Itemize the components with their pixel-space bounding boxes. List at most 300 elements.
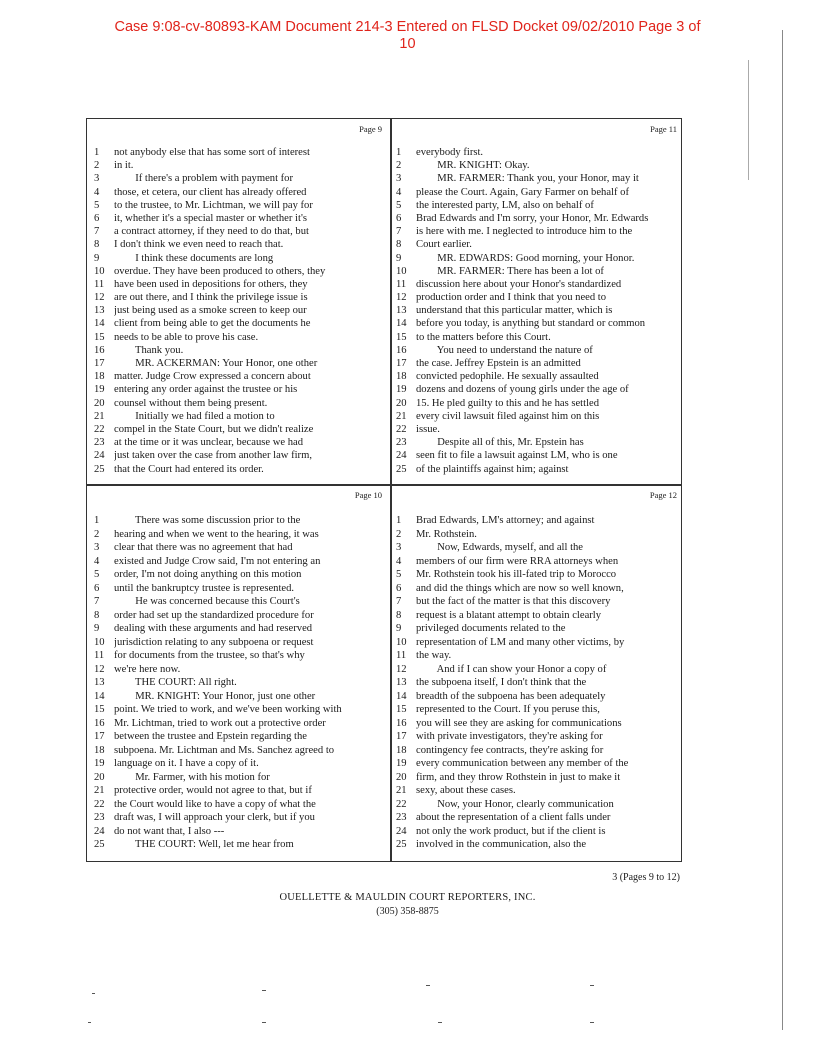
- transcript-line: [394, 784, 679, 798]
- line-text: existed and Judge Crow said, I'm not entering an: [114, 555, 321, 567]
- transcript-line: [394, 595, 679, 609]
- transcript-line: [394, 622, 679, 636]
- line-number: 24: [94, 450, 105, 462]
- transcript-line: [92, 436, 384, 449]
- transcript-line: [92, 172, 384, 185]
- transcript-line: [92, 397, 384, 410]
- line-number: 14: [396, 318, 407, 330]
- line-number: 4: [94, 555, 100, 567]
- line-number: 18: [396, 371, 407, 383]
- line-number: 9: [396, 623, 402, 634]
- line-number: 6: [94, 582, 100, 594]
- transcript-line: [394, 811, 679, 825]
- line-number: 3: [94, 173, 100, 185]
- line-number: 18: [396, 744, 407, 756]
- line-text: do not want that, I also ---: [114, 825, 225, 837]
- line-text: are out there, and I think the privilege issue is: [114, 292, 308, 304]
- transcript-line: [394, 825, 679, 839]
- line-text: dozens and dozens of young girls under the age of: [416, 384, 629, 396]
- transcript-line: [394, 265, 679, 278]
- transcript-line: [92, 528, 384, 542]
- line-text: language on it. I have a copy of it.: [114, 758, 259, 769]
- line-text: contingency fee contracts, they're asking for: [416, 744, 604, 756]
- line-number: 11: [94, 650, 105, 661]
- line-number: 22: [396, 423, 407, 435]
- transcript-line: [92, 238, 384, 251]
- line-number: 7: [396, 596, 402, 607]
- line-text: not anybody else that has some sort of interest: [114, 147, 310, 158]
- line-text: MR. ACKERMAN: Your Honor, one other: [114, 358, 318, 369]
- line-text: it, whether it's a special master or whether it's: [114, 212, 307, 224]
- transcript-line: [92, 825, 384, 839]
- transcript-line: [394, 463, 679, 476]
- line-text: overdue. They have been produced to others, they: [114, 265, 326, 277]
- line-number: 19: [94, 384, 105, 396]
- line-number: 8: [396, 609, 402, 621]
- scan-edge-line: [748, 60, 749, 180]
- transcript-line: [394, 717, 679, 731]
- transcript-line: [394, 252, 679, 265]
- transcript-line: [394, 146, 679, 159]
- line-text: those, et cetera, our client has already offered: [114, 186, 307, 198]
- line-text: every communication between any member of the: [416, 758, 629, 769]
- line-number: 14: [396, 690, 407, 702]
- line-text: compel in the State Court, but we didn't realize: [114, 423, 314, 435]
- line-text: just being used as a smoke screen to keep our: [114, 305, 307, 317]
- line-text: order, I'm not doing anything on this motion: [114, 569, 302, 580]
- transcript-line: [394, 357, 679, 370]
- line-number: 10: [396, 265, 407, 277]
- transcript-page-9: [92, 124, 384, 480]
- line-number: 24: [396, 825, 407, 837]
- line-number: 23: [396, 437, 407, 449]
- line-number: 20: [94, 771, 105, 783]
- transcript-line: [394, 278, 679, 291]
- transcript-line: [92, 555, 384, 569]
- line-number: 15: [94, 704, 105, 715]
- line-number: 23: [94, 812, 105, 823]
- transcript-line: [394, 410, 679, 423]
- line-number: 9: [396, 252, 402, 264]
- line-text: discussion here about your Honor's standardized: [416, 278, 622, 290]
- transcript-line: [394, 449, 679, 462]
- line-text: not only the work product, but if the client is: [416, 825, 606, 837]
- row-divider: [86, 484, 682, 486]
- transcript-line: [92, 252, 384, 265]
- line-text: entering any order against the trustee or his: [114, 384, 298, 396]
- line-number: 25: [94, 839, 105, 850]
- line-number: 6: [94, 212, 100, 224]
- line-text: MR. KNIGHT: Okay.: [416, 160, 530, 172]
- transcript-line: [92, 212, 384, 225]
- line-number: 9: [94, 623, 100, 634]
- transcript-line: [92, 199, 384, 212]
- transcript-line: [394, 238, 679, 251]
- line-number: 1: [396, 147, 402, 158]
- transcript-line: [92, 703, 384, 717]
- line-number: 5: [396, 199, 402, 211]
- line-text: understand that this particular matter, which is: [416, 305, 613, 317]
- line-number: 2: [94, 528, 100, 540]
- line-number: 7: [94, 226, 100, 238]
- transcript-line: [92, 317, 384, 330]
- line-number: 14: [94, 318, 105, 330]
- line-text: issue.: [416, 423, 440, 435]
- transcript-line: [394, 609, 679, 623]
- line-number: 10: [396, 636, 407, 648]
- transcript-line: [92, 757, 384, 771]
- line-number: 4: [396, 186, 402, 198]
- line-text: between the trustee and Epstein regarding the: [114, 731, 307, 742]
- column-divider: [390, 118, 392, 862]
- line-number: 17: [396, 358, 407, 369]
- line-number: 12: [94, 663, 105, 675]
- transcript-line: [394, 225, 679, 238]
- transcript-line: [92, 838, 384, 852]
- line-number: 19: [396, 758, 407, 769]
- line-text: MR. FARMER: There has been a lot of: [416, 265, 604, 277]
- line-number: 21: [396, 785, 407, 796]
- line-number: 1: [94, 515, 100, 526]
- line-text: jurisdiction relating to any subpoena or request: [114, 636, 314, 648]
- transcript-line: [92, 186, 384, 199]
- line-text: Mr. Rothstein.: [416, 528, 477, 540]
- line-number: 17: [94, 358, 105, 369]
- line-text: every civil lawsuit filed against him on this: [416, 410, 600, 422]
- line-text: just taken over the case from another law firm,: [114, 450, 312, 462]
- line-text: that the Court had entered its order.: [114, 463, 264, 475]
- line-number: 11: [94, 278, 105, 290]
- page-number-label: Page 10: [354, 490, 382, 500]
- line-number: 25: [396, 839, 407, 850]
- line-text: needs to be able to prove his case.: [114, 331, 259, 343]
- line-text: represented to the Court. If you peruse this,: [416, 704, 600, 715]
- line-number: 16: [396, 344, 407, 356]
- transcript-line: [92, 649, 384, 663]
- transcript-line: [394, 568, 679, 582]
- line-number: 15: [94, 331, 105, 343]
- line-text: There was some discussion prior to the: [114, 515, 301, 526]
- transcript-lines: [92, 514, 384, 852]
- line-number: 19: [396, 384, 407, 396]
- transcript-line: [394, 798, 679, 812]
- transcript-line: [394, 304, 679, 317]
- transcript-line: [92, 582, 384, 596]
- transcript-line: [92, 291, 384, 304]
- transcript-line: [394, 291, 679, 304]
- transcript-line: [92, 811, 384, 825]
- transcript-line: [92, 730, 384, 744]
- docket-header-line1: Case 9:08-cv-80893-KAM Document 214-3 Entered on FLSD Docket 09/02/2010 Page 3 of: [114, 19, 701, 35]
- line-number: 13: [396, 677, 407, 688]
- court-reporter-phone: (305) 358-8875: [376, 906, 439, 917]
- transcript-line: [92, 357, 384, 370]
- line-number: 24: [94, 825, 105, 837]
- transcript-line: [394, 663, 679, 677]
- transcript-line: [394, 771, 679, 785]
- line-text: at the time or it was unclear, because we had: [114, 437, 304, 449]
- line-text: before you today, is anything but standard or common: [416, 318, 646, 330]
- line-text: counsel without them being present.: [114, 397, 268, 409]
- scan-edge-line: [782, 30, 783, 1030]
- line-number: 7: [94, 596, 100, 607]
- transcript-line: [394, 331, 679, 344]
- line-number: 15: [396, 331, 407, 343]
- line-text: the Court would like to have a copy of what the: [114, 798, 316, 810]
- line-number: 25: [396, 463, 407, 475]
- transcript-line: [394, 676, 679, 690]
- line-number: 12: [396, 663, 407, 675]
- page-number-label: Page 9: [359, 124, 382, 134]
- line-text: everybody first.: [416, 147, 484, 158]
- line-number: 22: [94, 798, 105, 810]
- line-number: 3: [396, 173, 402, 185]
- transcript-line: [394, 838, 679, 852]
- transcript-line: [394, 383, 679, 396]
- line-number: 20: [396, 397, 407, 409]
- line-text: MR. KNIGHT: Your Honor, just one other: [114, 690, 316, 702]
- line-number: 10: [94, 265, 105, 277]
- line-text: we're here now.: [114, 663, 181, 675]
- transcript-line: [92, 383, 384, 396]
- transcript-line: [92, 410, 384, 423]
- transcript-line: [394, 636, 679, 650]
- line-text: MR. FARMER: Thank you, your Honor, may it: [416, 173, 639, 185]
- line-number: 14: [94, 690, 105, 702]
- line-number: 2: [396, 528, 402, 540]
- transcript-line: [92, 636, 384, 650]
- line-number: 11: [396, 650, 407, 661]
- line-number: 16: [94, 717, 105, 729]
- transcript-line: [92, 514, 384, 528]
- line-number: 21: [94, 785, 105, 796]
- transcript-line: [92, 798, 384, 812]
- line-text: You need to understand the nature of: [416, 344, 593, 356]
- line-text: the subpoena itself, I don't think that the: [416, 677, 587, 688]
- line-text: point. We tried to work, and we've been working with: [114, 704, 342, 715]
- line-number: 3: [94, 542, 100, 553]
- line-number: 21: [94, 410, 105, 422]
- line-text: a contract attorney, if they need to do that, but: [114, 226, 309, 238]
- transcript-page-11: [394, 124, 679, 480]
- transcript-line: [92, 278, 384, 291]
- transcript-line: [394, 172, 679, 185]
- line-text: convicted pedophile. He sexually assaulted: [416, 371, 599, 383]
- line-text: in it.: [114, 160, 134, 172]
- line-number: 4: [94, 186, 100, 198]
- transcript-page-12: [394, 490, 679, 858]
- line-number: 22: [94, 423, 105, 435]
- line-number: 22: [396, 798, 407, 810]
- line-number: 8: [94, 609, 100, 621]
- line-text: about the representation of a client falls under: [416, 812, 611, 823]
- line-text: Despite all of this, Mr. Epstein has: [416, 437, 584, 449]
- transcript-line: [92, 449, 384, 462]
- line-text: to the matters before this Court.: [416, 331, 551, 343]
- line-number: 20: [396, 771, 407, 783]
- transcript-line: [92, 146, 384, 159]
- line-number: 18: [94, 744, 105, 756]
- line-text: the interested party, LM, also on behalf of: [416, 199, 594, 211]
- transcript-line: [394, 344, 679, 357]
- line-number: 11: [396, 278, 407, 290]
- line-number: 17: [94, 731, 105, 742]
- line-number: 12: [396, 292, 407, 304]
- line-number: 23: [396, 812, 407, 823]
- line-text: Initially we had filed a motion to: [114, 410, 275, 422]
- transcript-page-10: [92, 490, 384, 858]
- line-text: the case. Jeffrey Epstein is an admitted: [416, 358, 581, 369]
- page-number-label: Page 12: [649, 490, 677, 500]
- line-text: Brad Edwards, LM's attorney; and against: [416, 515, 595, 526]
- line-text: production order and I think that you need to: [416, 292, 607, 304]
- line-text: Mr. Rothstein took his ill-fated trip to Morocco: [416, 569, 617, 580]
- line-number: 13: [396, 305, 407, 317]
- line-number: 16: [396, 717, 407, 729]
- line-text: client from being able to get the documents he: [114, 318, 311, 330]
- transcript-line: [394, 199, 679, 212]
- transcript-line: [394, 582, 679, 596]
- transcript-line: [394, 397, 679, 410]
- line-text: until the bankruptcy trustee is represented.: [114, 582, 295, 594]
- scan-speck: [426, 985, 430, 986]
- line-text: If there's a problem with payment for: [114, 173, 294, 185]
- line-text: clear that there was no agreement that had: [114, 542, 293, 553]
- line-number: 18: [94, 371, 105, 383]
- transcript-line: [394, 159, 679, 172]
- transcript-line: [394, 744, 679, 758]
- line-text: dealing with these arguments and had reserved: [114, 623, 313, 634]
- docket-header: [0, 19, 815, 53]
- line-text: is here with me. I neglected to introduce him to the: [416, 226, 633, 238]
- line-text: seen fit to file a lawsuit against LM, who is one: [416, 450, 618, 462]
- line-number: 4: [396, 555, 402, 567]
- transcript-line: [92, 676, 384, 690]
- transcript-line: [394, 757, 679, 771]
- line-text: I think these documents are long: [114, 252, 274, 264]
- line-text: the way.: [416, 650, 452, 661]
- transcript-line: [394, 317, 679, 330]
- line-text: subpoena. Mr. Lichtman and Ms. Sanchez agreed to: [114, 744, 335, 756]
- transcript-line: [394, 212, 679, 225]
- line-text: Thank you.: [114, 344, 184, 356]
- line-number: 5: [396, 569, 402, 580]
- line-number: 25: [94, 463, 105, 475]
- line-number: 24: [396, 450, 407, 462]
- scan-speck: [262, 1022, 266, 1023]
- line-number: 2: [94, 160, 100, 172]
- line-number: 17: [396, 731, 407, 742]
- transcript-line: [92, 370, 384, 383]
- line-number: 6: [396, 582, 402, 594]
- line-number: 21: [396, 410, 407, 422]
- line-number: 10: [94, 636, 105, 648]
- scan-speck: [590, 1022, 594, 1023]
- pages-range-label: 3 (Pages 9 to 12): [612, 872, 680, 883]
- line-number: 6: [396, 212, 402, 224]
- line-number: 3: [396, 542, 402, 553]
- transcript-line: [394, 690, 679, 704]
- transcript-line: [92, 771, 384, 785]
- line-text: to the trustee, to Mr. Lichtman, we will pay for: [114, 199, 313, 211]
- line-number: 5: [94, 569, 100, 580]
- transcript-line: [92, 331, 384, 344]
- line-number: 9: [94, 252, 100, 264]
- transcript-line: [394, 555, 679, 569]
- line-text: Now, Edwards, myself, and all the: [416, 542, 584, 553]
- line-text: of the plaintiffs against him; against: [416, 463, 569, 475]
- line-text: Brad Edwards and I'm sorry, your Honor, Mr. Edwards: [416, 212, 649, 224]
- line-text: Now, your Honor, clearly communication: [416, 798, 614, 810]
- line-text: but the fact of the matter is that this discovery: [416, 596, 611, 607]
- line-text: order had set up the standardized procedure for: [114, 609, 314, 621]
- transcript-line: [394, 436, 679, 449]
- transcript-line: [92, 784, 384, 798]
- transcript-line: [92, 609, 384, 623]
- transcript-line: [92, 663, 384, 677]
- line-text: representation of LM and many other victims, by: [416, 636, 625, 648]
- transcript-line: [92, 622, 384, 636]
- line-number: 16: [94, 344, 105, 356]
- transcript-line: [92, 744, 384, 758]
- transcript-line: [92, 304, 384, 317]
- line-text: please the Court. Again, Gary Farmer on behalf of: [416, 186, 629, 198]
- transcript-line: [92, 423, 384, 436]
- transcript-lines: [394, 146, 679, 476]
- line-number: 5: [94, 199, 100, 211]
- line-number: 8: [94, 239, 100, 251]
- transcript-line: [92, 225, 384, 238]
- line-text: and did the things which are now so well known,: [416, 582, 624, 594]
- transcript-line: [394, 514, 679, 528]
- transcript-line: [92, 717, 384, 731]
- scan-speck: [88, 1022, 91, 1023]
- line-text: have been used in depositions for others, they: [114, 278, 308, 290]
- line-number: 1: [396, 515, 402, 526]
- line-text: request is a blatant attempt to obtain clearly: [416, 609, 602, 621]
- transcript-line: [394, 186, 679, 199]
- transcript-line: [92, 159, 384, 172]
- line-text: protective order, would not agree to that, but if: [114, 785, 312, 796]
- transcript-line: [394, 370, 679, 383]
- scan-speck: [92, 993, 95, 994]
- scan-speck: [262, 990, 266, 991]
- transcript-line: [394, 703, 679, 717]
- transcript-line: [394, 423, 679, 436]
- transcript-line: [92, 541, 384, 555]
- line-text: And if I can show your Honor a copy of: [416, 663, 607, 675]
- line-text: THE COURT: All right.: [114, 677, 237, 688]
- transcript-line: [92, 265, 384, 278]
- scan-speck: [590, 985, 594, 986]
- line-text: members of our firm were RRA attorneys when: [416, 555, 619, 567]
- line-number: 7: [396, 226, 402, 238]
- transcript-line: [394, 649, 679, 663]
- transcript-line: [394, 730, 679, 744]
- line-text: hearing and when we went to the hearing, it was: [114, 528, 319, 540]
- transcript-line: [92, 463, 384, 476]
- line-text: THE COURT: Well, let me hear from: [114, 839, 294, 850]
- line-text: privileged documents related to the: [416, 623, 566, 634]
- transcript-line: [394, 541, 679, 555]
- line-text: involved in the communication, also the: [416, 839, 587, 850]
- line-number: 1: [94, 147, 100, 158]
- transcript-lines: [394, 514, 679, 852]
- line-number: 13: [94, 677, 105, 688]
- docket-header-line2: 10: [399, 36, 416, 52]
- transcript-line: [92, 595, 384, 609]
- transcript-lines: [92, 146, 384, 476]
